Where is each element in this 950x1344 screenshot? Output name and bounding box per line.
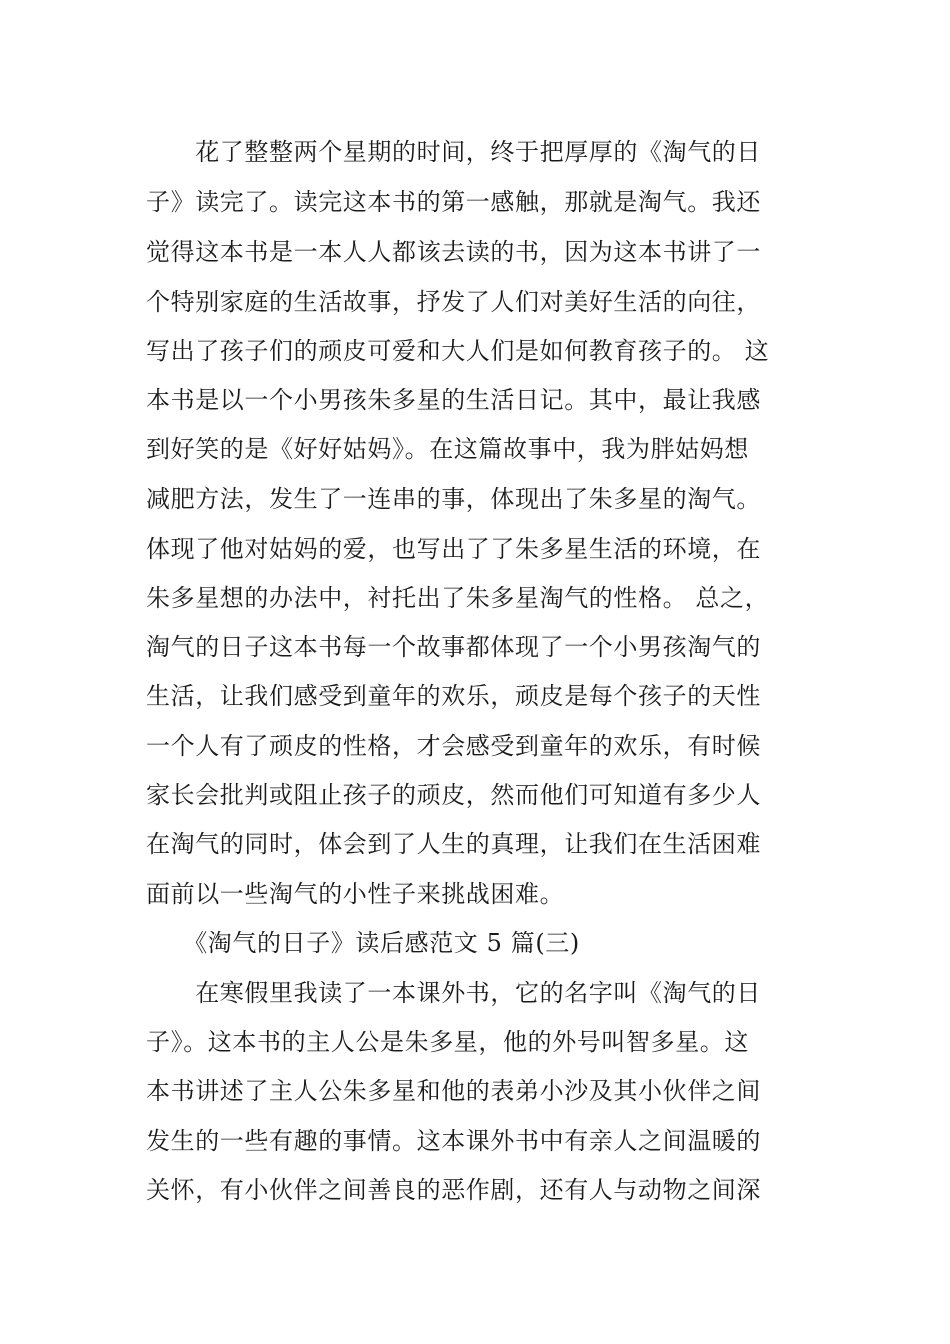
text-line: 家长会批判或阻止孩子的顽皮，然而他们可知道有多少人 (146, 781, 761, 809)
text-line: 子》读完了。读完这本书的第一感触，那就是淘气。我还 (146, 188, 761, 216)
text-line: 体现了他对姑妈的爱，也写出了了朱多星生活的环境，在 (146, 535, 761, 563)
text-line: 本书讲述了主人公朱多星和他的表弟小沙及其小伙伴之间 (146, 1077, 761, 1105)
text-line: 减肥方法，发生了一连串的事，体现出了朱多星的淘气。 (146, 485, 761, 513)
text-line: 觉得这本书是一本人人都该去读的书，因为这本书讲了一 (146, 238, 761, 266)
text-line: 生活，让我们感受到童年的欢乐，顽皮是每个孩子的天性 (146, 682, 761, 710)
text-line: 本书是以一个小男孩朱多星的生活日记。其中，最让我感 (146, 386, 761, 414)
text-line: 在淘气的同时，体会到了人生的真理，让我们在生活困难 (146, 830, 761, 858)
section-heading: 《淘气的日子》读后感范文 5 篇(三) (146, 929, 580, 957)
text-line: 花了整整两个星期的时间，终于把厚厚的《淘气的日 (146, 138, 761, 166)
text-line: 个特别家庭的生活故事，抒发了人们对美好生活的向往， (146, 288, 761, 316)
text-line: 关怀，有小伙伴之间善良的恶作剧，还有人与动物之间深 (146, 1176, 761, 1204)
text-line: 一个人有了顽皮的性格，才会感受到童年的欢乐，有时候 (146, 732, 761, 760)
text-line: 在寒假里我读了一本课外书，它的名字叫《淘气的日 (146, 979, 761, 1007)
text-line: 子》。这本书的主人公是朱多星，他的外号叫智多星。这 (146, 1028, 749, 1056)
text-line: 淘气的日子这本书每一个故事都体现了一个小男孩淘气的 (146, 633, 761, 661)
text-line: 面前以一些淘气的小性子来挑战困难。 (146, 880, 565, 908)
text-line: 到好笑的是《好好姑妈》。在这篇故事中，我为胖姑妈想 (146, 435, 749, 463)
text-line: 写出了孩子们的顽皮可爱和大人们是如何教育孩子的。 这 (146, 337, 770, 365)
text-line: 朱多星想的办法中，衬托出了朱多星淘气的性格。 总之， (146, 584, 770, 612)
text-line: 发生的一些有趣的事情。这本课外书中有亲人之间温暖的 (146, 1127, 761, 1155)
